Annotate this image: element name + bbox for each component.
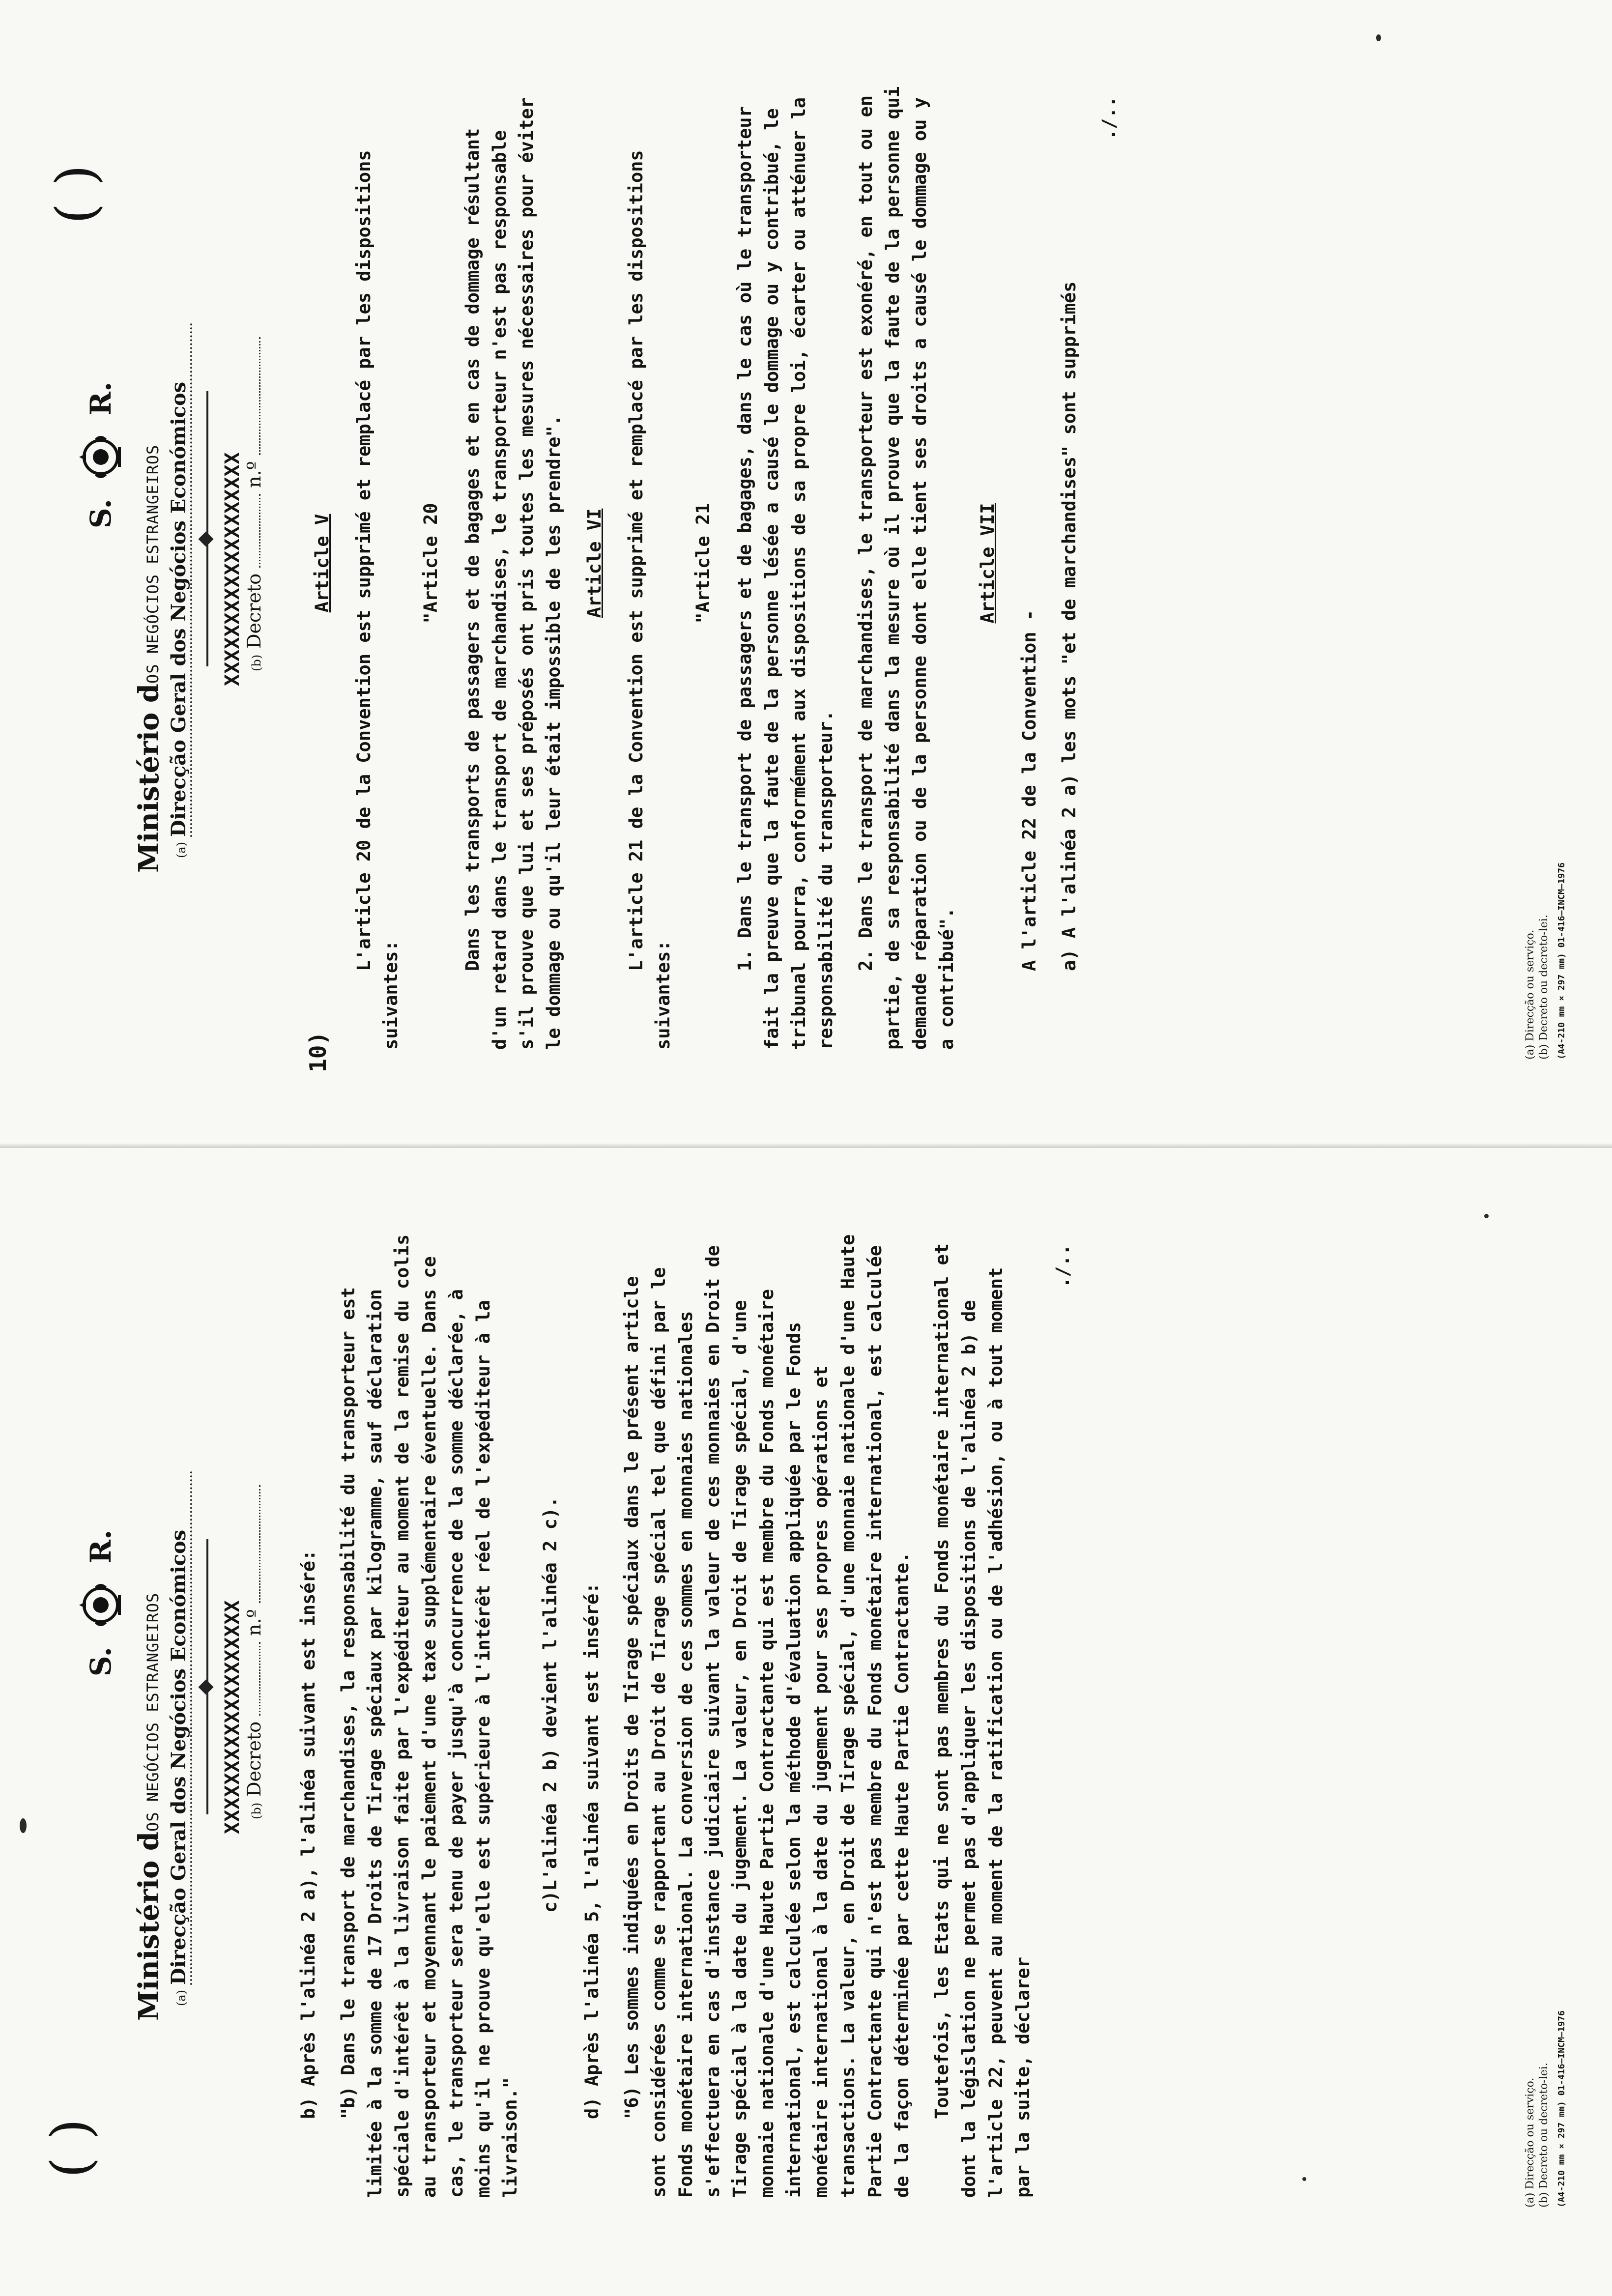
article-heading: Article VII [977, 503, 998, 624]
quoted-article-heading: "Article 21 [692, 503, 714, 624]
footnotes [1524, 1421, 1569, 2208]
paragraph: L'article 20 de la Convention est supprimé et remplacé par les dispositions suivantes: [353, 150, 402, 1050]
scan-speck [20, 1818, 27, 1833]
paragraph: b) Après l'alinéa 2 a), l'alinéa suivant est inséré: [298, 1550, 319, 2119]
article-heading: Article V [312, 514, 333, 613]
coat-of-arms-icon [76, 1583, 125, 1627]
paragraph: L'article 21 de la Convention est supprimé et remplacé par les dispositions suivantes: [626, 150, 674, 1050]
decreto-field: (b) Decreto n.º [243, 1485, 265, 1819]
article-heading: Article VI [584, 508, 605, 618]
paragraph: Dans les transports de passagers et de bagages et en cas de dommage résultant d'un retard dans le transport de marchandises, le transporteur n'est pas responsable s'il prouve que lui et ses préposés ont pris toutes les mesures nécessaires pour éviter le dommage ou qu'il leur était impossible de les prendre". [462, 97, 564, 1050]
paragraph: Toutefois, les Etats qui ne sont pas membres du Fonds monétaire international et dont la législation ne permet pas d'appliquer les dispositions de l'alinéa 2 b) de l'article 22, peuvent au moment de la ratification ou de l'adhésion, ou à tout moment par la suite, déclarer [931, 1243, 1034, 2198]
body-text [295, 77, 1135, 1050]
paragraph: c)L'alinéa 2 b) devient l'alinéa 2 c). [540, 1496, 561, 1913]
continuation-mark: ./.. [1098, 96, 1120, 141]
footnote-mark-a: (a) [174, 1989, 188, 2006]
divider-line [206, 391, 208, 666]
paragraph: "b) Dans le transport de marchandises, la responsabilité du transporteur est limitée à la somme de 17 Droits de Tirage spéciaux par kilogramme, sauf déclaration spéciale d'intérêt à la livraison faite par l'expéditeur au moment de la remise du colis au transporteur et moyennant le paiement d'une taxe supplémentaire éventuelle. Dans ce cas, le transporteur sera tenu de payer jusqu'à concurrence de la somme déclarée, à moins qu'il ne prouve qu'elle est supérieure à l'intérêt réel de l'expéditeur à la livraison." [338, 1234, 521, 2198]
page-10-content [0, 1031, 1612, 2296]
quoted-article-heading: "Article 20 [420, 503, 441, 624]
seal-letter-r: R. [84, 381, 117, 416]
coat-of-arms-icon [76, 435, 125, 479]
seal-letter-r: R. [84, 1529, 117, 1564]
scan-speck [1302, 2177, 1306, 2181]
footnote: (a) Direcção ou serviço. [1524, 2077, 1536, 2208]
seal-letter-s: S. [84, 1647, 117, 1677]
body-text [295, 1225, 1089, 2198]
page-10 [0, 1031, 1612, 2296]
footnote: (b) Decreto ou decreto-lei. [1538, 915, 1550, 1060]
decreto-field: (b) Decreto n.º [243, 337, 265, 671]
paragraph: a) A l'alinéa 2 a) les mots "et de marchandises" sont supprimés [1059, 281, 1080, 971]
footnotes [1524, 273, 1569, 1060]
scan-speck [1376, 34, 1381, 41]
diamond-icon [198, 531, 213, 546]
footnote: (b) Decreto ou decreto-lei. [1538, 2063, 1550, 2208]
stamp-bracket: ( ) [44, 165, 107, 224]
diamond-icon [198, 1679, 213, 1694]
continuation-mark: ./.. [1052, 1244, 1073, 1289]
direcao-field: Direcção Geral dos Negócios Económicos [167, 1471, 192, 1985]
paragraph: 1. Dans le transport de passagers et de bagages, dans le cas où le transporteur fait la preuve que la faute de la personne lésée a causé le dommage ou y contribué, le tribunal pourra, conformément aux dispositions de sa propre loi, écarter ou atténuer la responsabilité du transporteur. [734, 97, 836, 1050]
crossed-out-line: XXXXXXXXXXXXXXXXXXX [221, 452, 244, 686]
direcao-field: Direcção Geral dos Negócios Económicos [167, 323, 192, 837]
ministry-title: Ministério dOS NEGÓCIOS ESTRANGEIROS [133, 444, 165, 873]
paragraph: d) Après l'alinéa 5, l'alinéa suivant est inséré: [581, 1582, 603, 2119]
footnote-mark-a: (a) [174, 841, 188, 858]
seal [74, 1451, 128, 1755]
stamp-bracket: ( ) [39, 2119, 102, 2178]
paragraph: A l'article 22 de la Convention - [1019, 609, 1040, 971]
form-code: (A4-210 mm × 297 mm) 01-416—INCM—1976 [1556, 862, 1567, 1060]
paragraph: "6) Les sommes indiquées en Droits de Tirage spéciaux dans le présent article sont considérées comme se rapportant au Droit de Tirage spécial tel que défini par le Fonds monétaire international. La conversion de ces sommes en monnaies nationales s'effectuera en cas d'instance judiciaire suivant la valeur de ces monnaies en Droit de Tirage spécial à la date du jugement. La valeur, en Droit de Tirage spécial, d'une monnaie nationale d'une Haute Partie Contractante qui est membre du Fonds monétaire international, est calculée selon la méthode d'évaluation appliquée par le Fonds monétaire international à la date du jugement pour ses propres opérations et transactions. La valeur, en Droit de Tirage spécial, d'une monnaie nationale d'une Haute Partie Contractante qui n'est pas membre du Fonds monétaire international, est calculée de la façon déterminée par cette Haute Partie Contractante. [621, 1234, 913, 2198]
scan-speck [1484, 1214, 1489, 1218]
footnote: (a) Direcção ou serviço. [1524, 929, 1536, 1060]
paragraph: 2. Dans le transport de marchandises, le transporteur est exonéré, en tout ou en partie, de sa responsabilité dans la mesure où il prouve que la faute de la personne qui demande réparation ou de la personne dont elle tient ses droits a causé le dommage ou y a contribué". [855, 86, 957, 1050]
seal [74, 303, 128, 607]
page-10-sheet [0, 1031, 1612, 2296]
divider-line [206, 1539, 208, 1814]
crossed-out-line: XXXXXXXXXXXXXXXXXXX [221, 1600, 244, 1834]
direcao-row [167, 323, 192, 858]
direcao-row [167, 1471, 192, 2006]
page-number: 10) [305, 1031, 331, 1072]
seal-letter-s: S. [84, 499, 117, 529]
ministry-title: Ministério dOS NEGÓCIOS ESTRANGEIROS [133, 1592, 165, 2021]
form-code: (A4-210 mm × 297 mm) 01-416—INCM—1976 [1556, 2010, 1567, 2208]
